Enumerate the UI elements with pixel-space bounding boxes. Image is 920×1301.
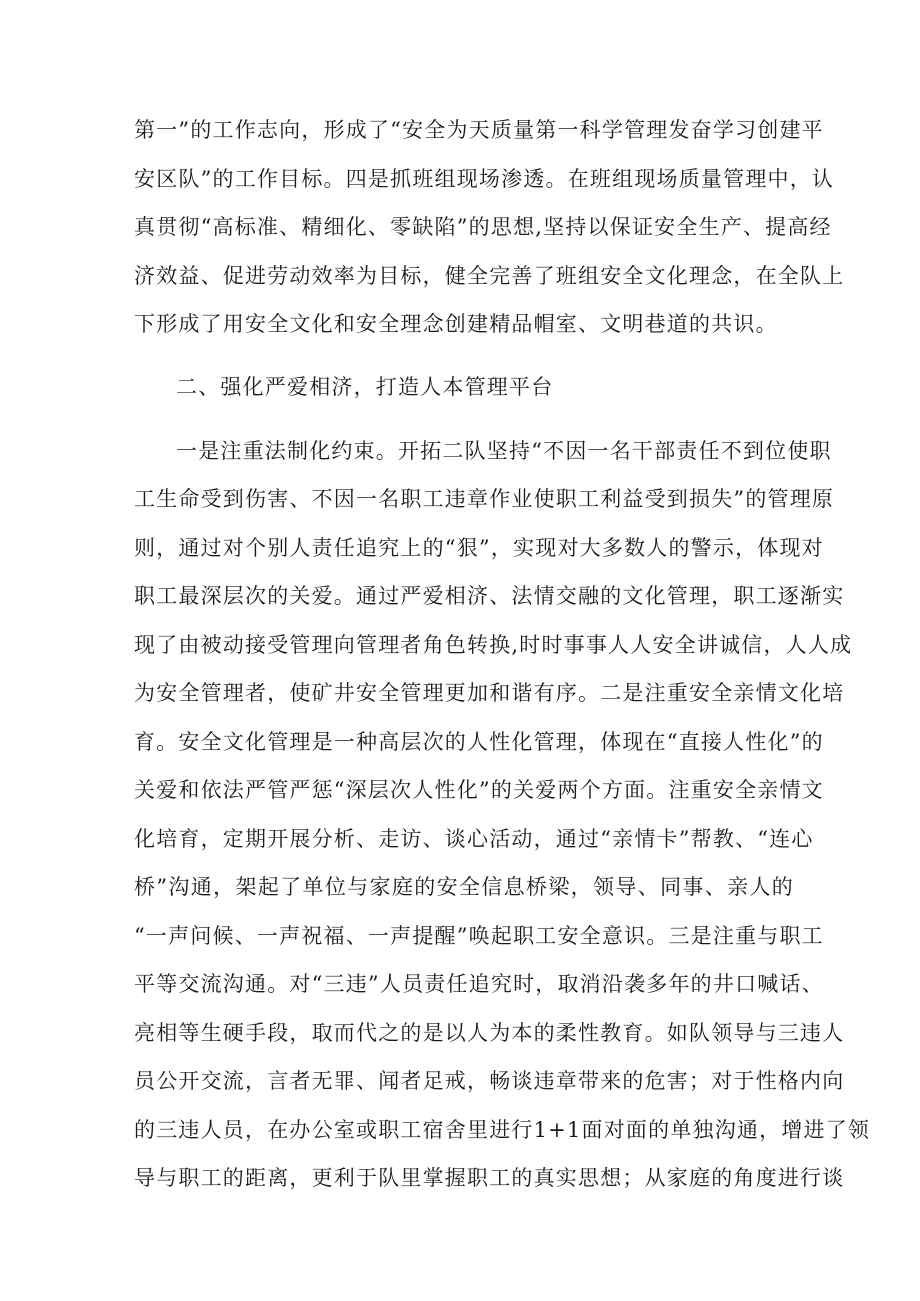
paragraph-2-line-5: 现了由被动接受管理向管理者角色转换,时时事事人人安全讲诚信，人人成 <box>134 633 853 657</box>
paragraph-2-line-4: 职工最深层次的关爱。通过严爱相济、法情交融的文化管理，职工逐渐实 <box>134 584 845 608</box>
paragraph-1-line-2: 安区队”的工作目标。四是抓班组现场渗透。在班组现场质量管理中，认 <box>134 167 835 191</box>
section-heading: 二、强化严爱相济，打造人本管理平台 <box>176 375 554 399</box>
paragraph-2-line-11: “一声问候、一声祝福、一声提醒”唤起职工安全意识。三是注重与职工 <box>134 924 824 948</box>
paragraph-2-line-8: 关爱和依法严管严惩“深层次人性化”的关爱两个方面。注重安全亲情文 <box>134 778 824 802</box>
paragraph-1-line-3: 真贯彻“高标准、精细化、零缺陷”的思想,坚持以保证安全生产、提高经 <box>134 215 832 239</box>
paragraph-2-line-15: 的三违人员，在办公室或职工宿舍里进行1+1面对面的单独沟通，增进了领 <box>134 1118 871 1142</box>
paragraph-2-line-3: 则，通过对个别人责任追究上的“狠”，实现对大多数人的警示，体现对 <box>134 536 824 560</box>
paragraph-2-line-2: 工生命受到伤害、不因一名职工违章作业使职工利益受到损失”的管理原 <box>134 487 835 511</box>
paragraph-2-line-9: 化培育，定期开展分析、走访、谈心活动，通过“亲情卡”帮教、“连心 <box>134 827 814 851</box>
paragraph-2-line-16: 导与职工的距离，更利于队里掌握职工的真实思想；从家庭的角度进行谈 <box>134 1166 845 1190</box>
paragraph-1-line-1: 第一”的工作志向，形成了“安全为天质量第一科学管理发奋学习创建平 <box>134 118 824 142</box>
paragraph-2-line-7: 育。安全文化管理是一种高层次的人性化管理，体现在“直接人性化”的 <box>134 730 824 754</box>
paragraph-1-line-5: 下形成了用安全文化和安全理念创建精品帽室、文明巷道的共识。 <box>134 312 778 336</box>
paragraph-2-line-10: 桥”沟通，架起了单位与家庭的安全信息桥梁，领导、同事、亲人的 <box>134 875 794 899</box>
paragraph-2-line-1: 一是注重法制化约束。开拓二队坚持“不因一名干部责任不到位使职 <box>176 439 832 463</box>
paragraph-2-line-12: 平等交流沟通。对“三违”人员责任追究时，取消沿袭多年的井口喊话、 <box>134 972 824 996</box>
paragraph-1-line-4: 济效益、促进劳动效率为目标，健全完善了班组安全文化理念，在全队上 <box>134 264 845 288</box>
paragraph-2-line-13: 亮相等生硬手段，取而代之的是以人为本的柔性教育。如队领导与三违人 <box>134 1021 845 1045</box>
paragraph-2-line-6: 为安全管理者，使矿井安全管理更加和谐有序。二是注重安全亲情文化培 <box>134 681 845 705</box>
paragraph-2-line-14: 员公开交流，言者无罪、闻者足戒，畅谈违章带来的危害；对于性格内向 <box>134 1069 845 1093</box>
